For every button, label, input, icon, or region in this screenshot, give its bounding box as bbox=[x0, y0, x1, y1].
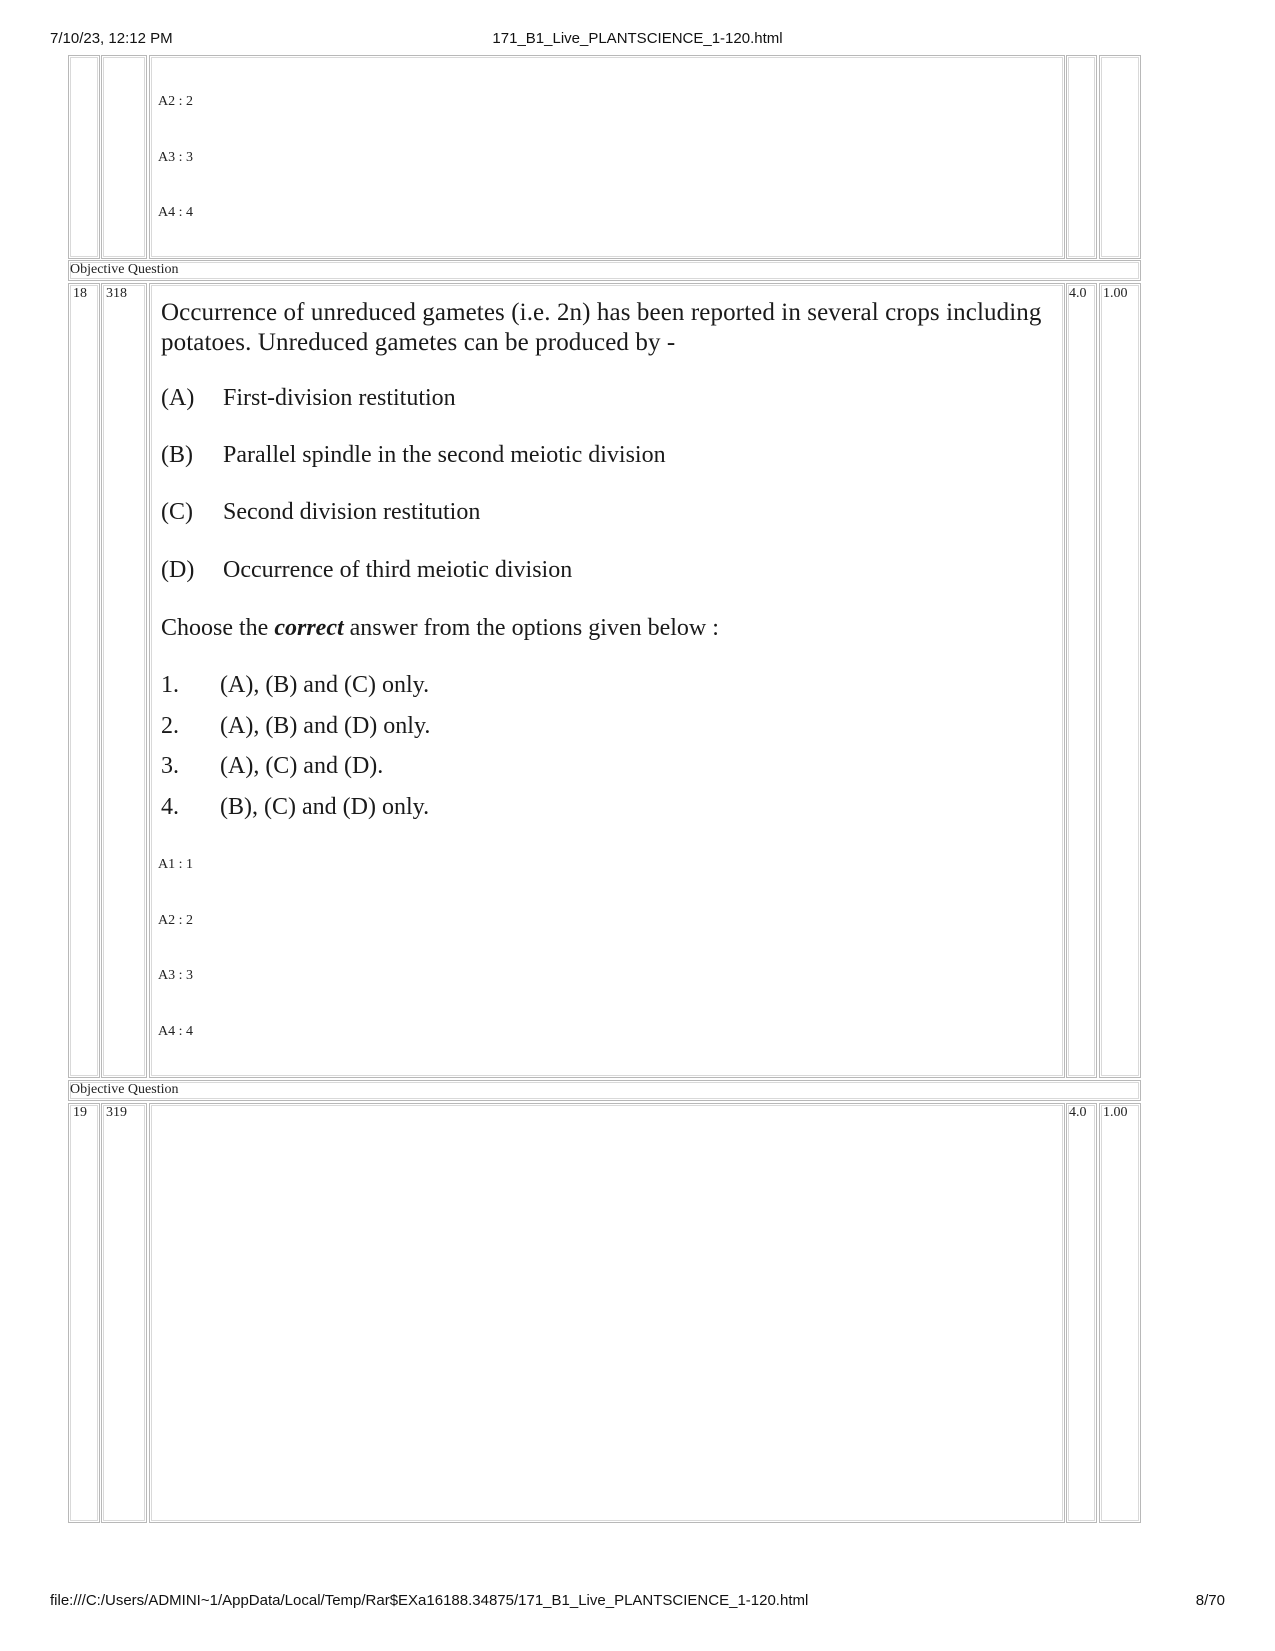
q19-cell-neg bbox=[1099, 1103, 1141, 1523]
q18-option-c bbox=[161, 498, 480, 526]
q18-marks: 4.0 bbox=[1069, 286, 1087, 301]
prev-cell-content bbox=[149, 55, 1065, 259]
q19-cell-slno bbox=[68, 1103, 100, 1523]
prev-cell-slno bbox=[68, 55, 100, 259]
print-footer bbox=[0, 1592, 1275, 1612]
q18-choice-2 bbox=[161, 712, 430, 740]
q18-option-b-label: (B) bbox=[161, 442, 193, 468]
q18-answer-1: A1 : 1 bbox=[158, 857, 193, 872]
q18-cell-slno bbox=[68, 283, 100, 1078]
q18-answer-2: A2 : 2 bbox=[158, 913, 193, 928]
q18-answer-4: A4 : 4 bbox=[158, 1024, 193, 1039]
q18-choice-2-text: (A), (B) and (D) only. bbox=[220, 713, 431, 739]
q19-question-id: 319 bbox=[106, 1105, 127, 1120]
q18-option-b-text: Parallel spindle in the second meiotic division bbox=[223, 442, 666, 468]
question-type-row bbox=[68, 1080, 1141, 1101]
q18-choice-1-text: (A), (B) and (C) only. bbox=[220, 672, 430, 698]
q18-question-id: 318 bbox=[106, 286, 127, 301]
question-type-label: Objective Question bbox=[70, 1082, 179, 1097]
q18-cell-marks bbox=[1066, 283, 1097, 1078]
q18-option-d-label: (D) bbox=[161, 557, 195, 583]
q19-marks: 4.0 bbox=[1069, 1105, 1087, 1120]
q18-option-a-label: (A) bbox=[161, 385, 195, 411]
q18-choice-2-num: 2. bbox=[161, 713, 179, 739]
q18-option-c-text: Second division restitution bbox=[223, 499, 481, 525]
q18-choice-4 bbox=[161, 793, 429, 821]
q18-option-c-label: (C) bbox=[161, 499, 193, 525]
q18-choose-instruction bbox=[161, 614, 719, 642]
q18-choice-4-num: 4. bbox=[161, 794, 179, 820]
q19-sl-no: 19 bbox=[73, 1105, 87, 1120]
q18-negative-marks: 1.00 bbox=[1103, 286, 1128, 301]
print-datetime: 7/10/23, 12:12 PM bbox=[50, 30, 173, 47]
q18-choice-3-num: 3. bbox=[161, 753, 179, 779]
print-header bbox=[0, 30, 1275, 50]
prev-cell-qid bbox=[101, 55, 147, 259]
q18-option-a-text: First-division restitution bbox=[223, 385, 456, 411]
print-page-number: 8/70 bbox=[1195, 1592, 1225, 1609]
q19-cell-marks bbox=[1066, 1103, 1097, 1523]
q18-cell-neg bbox=[1099, 283, 1141, 1078]
q18-choice-1-num: 1. bbox=[161, 672, 179, 698]
q18-sl-no: 18 bbox=[73, 286, 87, 301]
q18-option-b bbox=[161, 441, 666, 469]
q18-choice-1 bbox=[161, 671, 429, 699]
q18-choose-suffix: answer from the options given below : bbox=[349, 615, 719, 641]
q19-cell-qid bbox=[101, 1103, 147, 1523]
q18-choose-emphasis: correct bbox=[274, 615, 344, 641]
q18-cell-qid bbox=[101, 283, 147, 1078]
print-doc-title: 171_B1_Live_PLANTSCIENCE_1-120.html bbox=[492, 30, 783, 47]
q18-option-d bbox=[161, 556, 572, 584]
q18-option-a bbox=[161, 384, 456, 412]
q18-choice-3 bbox=[161, 752, 383, 780]
prev-answer-3: A3 : 3 bbox=[158, 150, 193, 165]
print-file-path: file:///C:/Users/ADMINI~1/AppData/Local/Temp/Rar$EXa16188.34875/171_B1_Live_PLANTSCIENCE_1-120.html bbox=[50, 1592, 809, 1609]
prev-cell-marks bbox=[1066, 55, 1097, 259]
q18-question-stem: Occurrence of unreduced gametes (i.e. 2n) has been reported in several crops including potatoes. Unreduced gametes can be produced by - bbox=[161, 299, 1042, 356]
q19-negative-marks: 1.00 bbox=[1103, 1105, 1128, 1120]
prev-answer-2: A2 : 2 bbox=[158, 94, 193, 109]
prev-answer-4: A4 : 4 bbox=[158, 205, 193, 220]
q18-choice-4-text: (B), (C) and (D) only. bbox=[220, 794, 430, 820]
q18-choose-prefix: Choose the bbox=[161, 615, 269, 641]
prev-cell-neg bbox=[1099, 55, 1141, 259]
question-type-label: Objective Question bbox=[70, 262, 179, 277]
q18-option-d-text: Occurrence of third meiotic division bbox=[223, 557, 573, 583]
question-type-row bbox=[68, 260, 1141, 281]
q19-cell-content bbox=[149, 1103, 1065, 1523]
q18-choice-3-text: (A), (C) and (D). bbox=[220, 753, 384, 779]
q18-answer-3: A3 : 3 bbox=[158, 968, 193, 983]
